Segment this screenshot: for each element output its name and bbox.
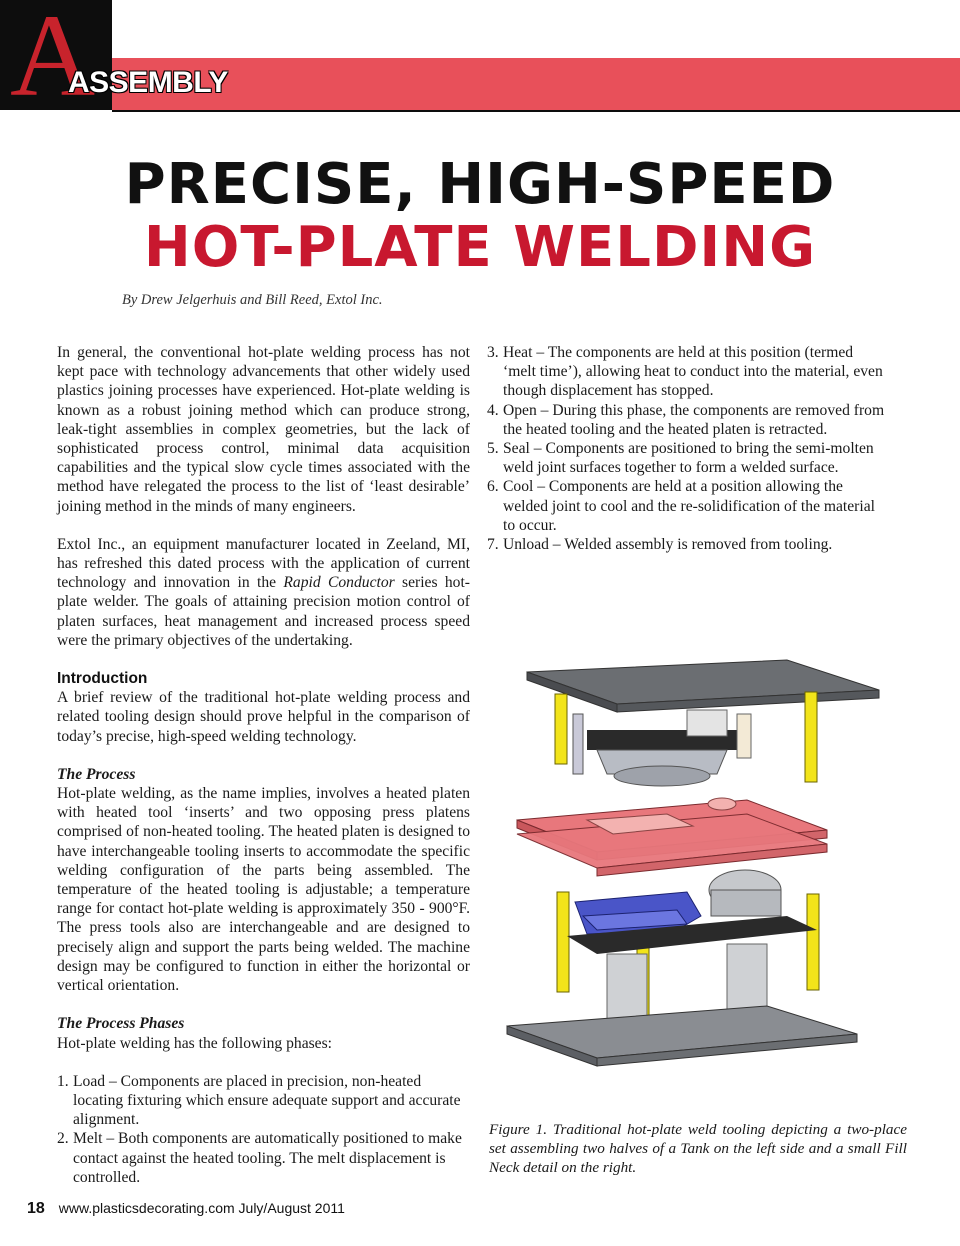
list-item: 1. Load – Components are placed in precision, non-heated locating fixturing which ensure adequate support and accurate alignment. [57,1072,461,1129]
phases-heading: The Process Phases [57,1015,185,1033]
section-initial: A [10,0,96,121]
intro-paragraph: A brief review of the traditional hot-plate welding process and related tooling design should prove helpful in the comparison of today’s precise, high-speed welding technology. [57,689,470,745]
paragraph-2: Extol Inc., an equipment manufacturer located in Zeeland, MI, has refreshed this dated process with the application of current technology and innovation in the Rapid Conductor series hot-plate welder. The goals of attaining precision motion control of platen surfaces, heat management and increased process speed were the primary objectives of the undertaking. [57,535,470,649]
header-rule [112,110,960,112]
section-title: ASSEMBLY [68,66,228,99]
weld-tooling-figure [487,654,897,1094]
page-footer [27,1200,345,1218]
list-item: 2. Melt – Both components are automatically positioned to make contact against the heated tooling. The melt displacement is controlled. [57,1130,462,1186]
process-heading: The Process [57,765,136,783]
left-column [57,343,470,1187]
list-item: 5. Seal – Components are positioned to bring the semi-molten weld joint surfaces together to form a welded surface. [487,440,874,477]
figure-caption: Figure 1. Traditional hot-plate weld tooling depicting a two-place set assembling two halves of a Tank on the left side and a small Fill Neck detail on the right. [489,1121,907,1176]
phases-list-right [487,343,887,554]
paragraph-1: In general, the conventional hot-plate welding process has not kept pace with technology advancements that other widely used plastics joining processes have experienced. Hot-plate welding is known as a robust joining method which can produce strong, leak-tight assemblies in complex geometries, but the lack of sophisticated process control, minimal data acquisition capabilities and the typical slow cycle times associated with the method have relegated the process to the list of ‘least desirable’ joining method in the minds of many engineers. [57,344,470,515]
footer-text: www.plasticsdecorating.com July/August 2011 [58,1200,345,1216]
phases-intro: Hot-plate welding has the following phases: [57,1034,332,1052]
list-item: 4. Open – During this phase, the components are removed from the heated tooling and the heated platen is retracted. [487,401,885,438]
intro-heading: Introduction [57,670,148,688]
byline: By Drew Jelgerhuis and Bill Reed, Extol Inc. [122,292,383,308]
page-number: 18 [27,1200,45,1217]
process-paragraph: Hot-plate welding, as the name implies, involves a heated platen with heated tool ‘inserts’ and two opposing press platens comprised of non-heated tooling. The heated platen is designed to have interchangeable tooling inserts to accommodate the specific welding configuration of the parts being assembled. The temperature of the heated tooling is adjustable; a temperature range for contact hot-plate welding is approximately 350 - 900°F. The press tools also are interchangeable and are designed to precisely align and support the parts being welded. The machine design may be configured to function in either the horizontal or vertical orientation. [57,785,470,995]
right-column [487,343,887,554]
article-title-line2: HOT-PLATE WELDING [143,215,817,280]
list-item: 7. Unload – Welded assembly is removed from tooling. [487,536,833,554]
phases-list-left [57,1072,470,1187]
list-item: 3. Heat – The components are held at this position (termed ‘melt time’), allowing heat to conduct into the material, even though displacement has stopped. [487,344,883,400]
article-title-line1: PRECISE, HIGH-SPEED [124,152,836,217]
list-item: 6. Cool – Components are held at a position allowing the welded joint to cool and the re-solidification of the material to occur. [487,478,875,534]
